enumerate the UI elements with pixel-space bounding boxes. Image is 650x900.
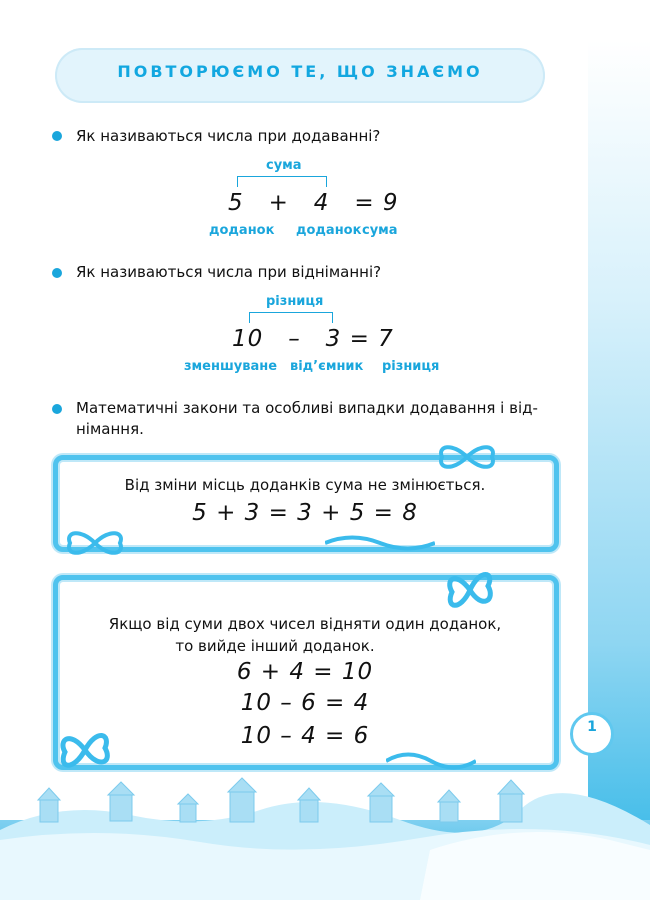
math-laws-intro-line1: Математичні закони та особливі випадки додавання і від- (76, 399, 538, 417)
bullet-icon (52, 404, 62, 414)
question-subtraction: Як називаються числа при відніманні? (76, 263, 382, 281)
sum-brace-label: сума (266, 158, 302, 173)
page-title: ПОВТОРЮЄМО ТЕ, ЩО ЗНАЄМО (117, 62, 483, 81)
rope-bow-icon (325, 532, 435, 554)
subtraction-example-3: 10 – 4 = 6 (240, 723, 370, 749)
sum-brace (237, 176, 327, 187)
math-laws-intro-line2: німання. (76, 420, 144, 438)
addition-expression: 5 + 4 = 9 (228, 190, 399, 216)
rope-bow-icon (55, 722, 115, 777)
bullet-icon (52, 268, 62, 278)
question-addition: Як називаються числа при додаванні? (76, 127, 381, 145)
difference-brace (249, 312, 333, 323)
subtrahend-label: від’ємник (290, 359, 364, 374)
commutative-example: 5 + 3 = 3 + 5 = 8 (192, 500, 418, 526)
subtraction-rule-line1: Якщо від суми двох чисел відняти один доданок, (108, 615, 502, 633)
minuend-label: зменшуване (184, 359, 278, 374)
commutative-rule-text: Від зміни місць доданків сума не змінюється. (124, 476, 486, 494)
rope-bow-icon (60, 526, 130, 560)
rope-bow-icon (386, 748, 476, 774)
addend-label-2: доданок (296, 223, 362, 238)
difference-label: різниця (382, 359, 440, 374)
page-number: 1 (587, 719, 597, 735)
subtraction-expression: 10 – 3 = 7 (232, 326, 394, 352)
addend-label-1: доданок (209, 223, 275, 238)
sum-label: сума (362, 223, 398, 238)
subtraction-example-1: 6 + 4 = 10 (236, 659, 374, 685)
town-scenery-illustration (0, 770, 650, 900)
difference-brace-label: різниця (266, 294, 324, 309)
rope-bow-icon (432, 440, 502, 474)
subtraction-rule-line2: то вийде інший доданок. (175, 637, 375, 655)
bullet-icon (52, 131, 62, 141)
subtraction-example-2: 10 – 6 = 4 (240, 690, 370, 716)
rope-bow-icon (440, 560, 500, 620)
